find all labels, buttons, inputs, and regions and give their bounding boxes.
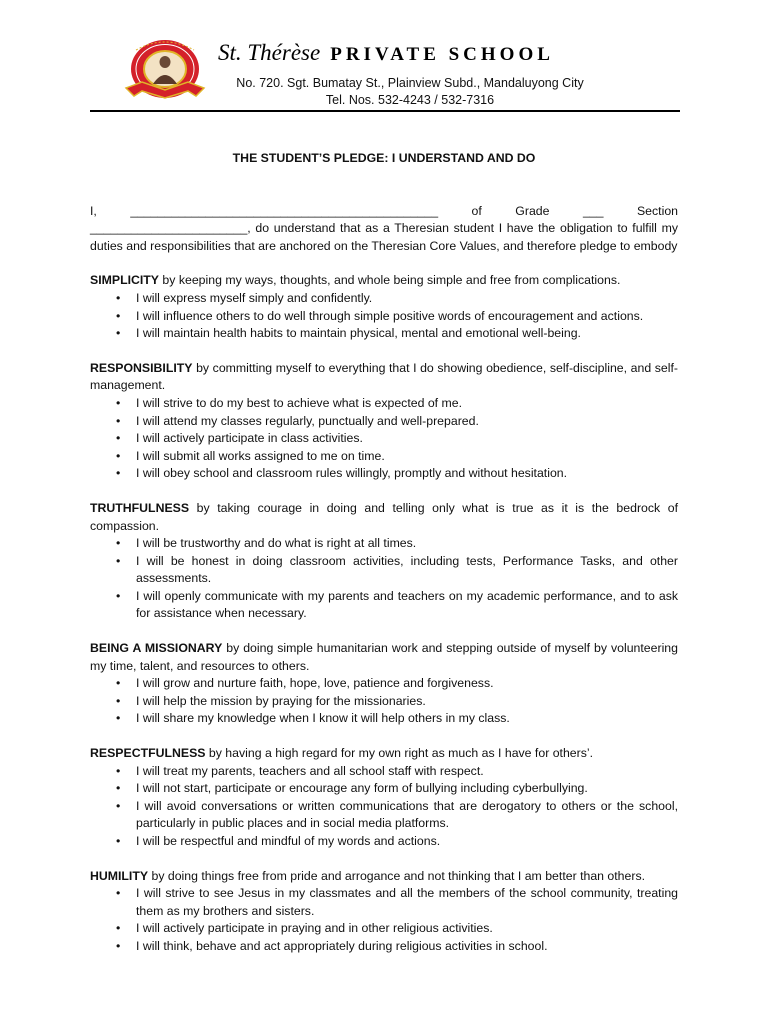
bullet-item: • I will openly communicate with my parents and teachers on my academic performance, and to ask for assistance when necessary.	[136, 588, 678, 623]
section-keyword: HUMILITY	[90, 868, 149, 883]
section-text: by having a high regard for my own right as much as I have for others’.	[205, 746, 594, 761]
bullet-list	[90, 763, 678, 851]
bullet-item: • I will obey school and classroom rules willingly, promptly and without hesitation.	[136, 465, 678, 483]
bullet-item: • I will attend my classes regularly, punctually and well-prepared.	[136, 413, 678, 431]
bullet-item: • I will be respectful and mindful of my words and actions.	[136, 833, 678, 851]
bullet-item: • I will treat my parents, teachers and all school staff with respect.	[136, 763, 678, 781]
section-humility	[90, 868, 678, 956]
section-heading	[90, 500, 678, 535]
section-respectfulness	[90, 745, 678, 851]
bullet-item: • I will grow and nurture faith, hope, love, patience and forgiveness.	[136, 675, 678, 693]
section-text: by committing myself to everything that I do showing obedience, self-discipline, and self-management.	[90, 360, 678, 393]
section-being-a-missionary	[90, 640, 678, 728]
bullet-item: • I will be trustworthy and do what is right at all times.	[136, 535, 678, 553]
bullet-item: • I will strive to do my best to achieve what is expected of me.	[136, 395, 678, 413]
bullet-item: • I will strive to see Jesus in my classmates and all the members of the school community, treating them as my brothers and sisters.	[136, 885, 678, 920]
bullet-item: • I will express myself simply and confidently.	[136, 290, 678, 308]
section-text: by taking courage in doing and telling only what is true as it is the bedrock of compassion.	[90, 500, 678, 533]
bullet-list	[90, 395, 678, 483]
school-phone: Tel. Nos. 532-4243 / 532-7316	[325, 93, 495, 107]
bullet-item: • I will share my knowledge when I know it will help others in my class.	[136, 710, 678, 728]
bullet-item: • I will be honest in doing classroom activities, including tests, Performance Tasks, and other assessments.	[136, 553, 678, 588]
bullet-list	[90, 885, 678, 955]
section-keyword: RESPONSIBILITY	[90, 360, 193, 375]
document-title: THE STUDENT’S PLEDGE: I UNDERSTAND AND DO	[232, 151, 536, 165]
bullet-item: • I will submit all works assigned to me on time.	[136, 448, 678, 466]
header-divider	[90, 110, 680, 112]
section-heading	[90, 868, 678, 886]
section-heading	[90, 272, 678, 290]
section-heading	[90, 640, 678, 675]
bullet-item: • I will think, behave and act appropriately during religious activities in school.	[136, 938, 678, 956]
section-truthfulness	[90, 500, 678, 623]
section-heading	[90, 745, 678, 763]
bullet-item: • I will avoid conversations or written communications that are derogatory to others or the school, particularly in public places and in social media platforms.	[136, 798, 678, 833]
bullet-item: • I will influence others to do well through simple positive words of encouragement and actions.	[136, 308, 678, 326]
bullet-list	[90, 675, 678, 728]
section-heading	[90, 360, 678, 395]
school-name-prefix: St. Thérèse	[218, 40, 321, 65]
pledge-intro: I, _____________________________________________ of Grade ___ Section _______________________, do understand that as a Theresian student I have the obligation to fulfill my duties and responsibilities that are anchored on the Theresian Core Values, and therefore pledge to embody	[90, 203, 678, 253]
bullet-item: • I will actively participate in praying and in other religious activities.	[136, 920, 678, 938]
school-seal-logo	[122, 36, 208, 104]
section-text: by doing simple humanitarian work and stepping outside of myself by volunteering my time, talent, and resources to others.	[90, 641, 678, 673]
bullet-item: • I will not start, participate or encourage any form of bullying including cyberbullying.	[136, 780, 678, 798]
section-text: by keeping my ways, thoughts, and whole being simple and free from complications.	[159, 273, 621, 288]
bullet-item: • I will actively participate in class activities.	[136, 430, 678, 448]
pledge-document	[90, 150, 678, 973]
bullet-item: • I will help the mission by praying for the missionaries.	[136, 693, 678, 711]
bullet-list	[90, 535, 678, 623]
school-name-main: PRIVATE SCHOOL	[330, 44, 554, 65]
section-keyword: SIMPLICITY	[90, 273, 160, 288]
section-keyword: TRUTHFULNESS	[90, 500, 190, 515]
letterhead	[0, 0, 768, 112]
section-keyword: BEING A MISSIONARY	[90, 641, 223, 656]
bullet-list	[90, 290, 678, 343]
school-address: No. 720. Sgt. Bumatay St., Plainview Subd., Mandaluyong City	[236, 76, 584, 90]
bullet-item: • I will maintain health habits to maintain physical, mental and emotional well-being.	[136, 325, 678, 343]
section-responsibility	[90, 360, 678, 483]
section-keyword: RESPECTFULNESS	[90, 746, 206, 761]
section-text: by doing things free from pride and arrogance and not thinking that I am better than others.	[148, 868, 646, 883]
school-name	[218, 40, 554, 66]
section-simplicity	[90, 272, 678, 342]
